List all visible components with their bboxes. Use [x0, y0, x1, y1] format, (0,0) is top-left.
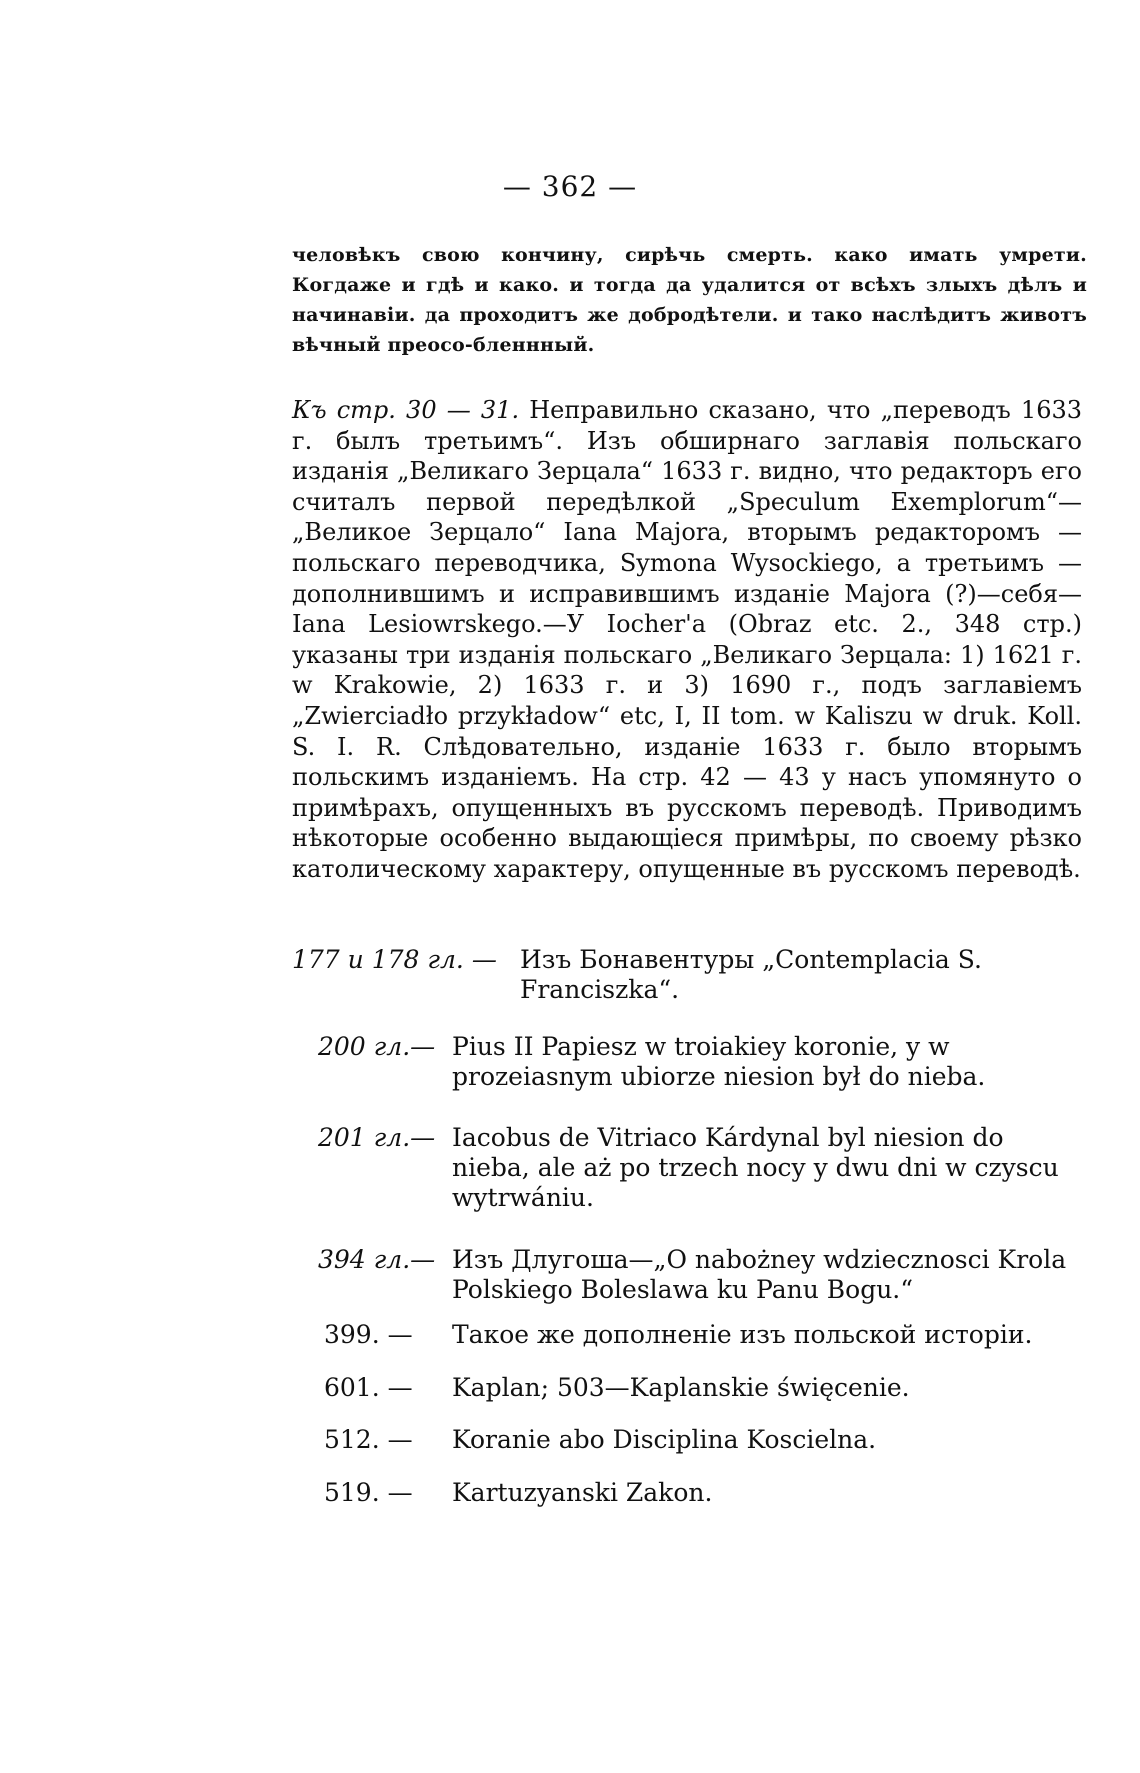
entry-label: 394 гл.—	[318, 1245, 436, 1274]
entry-text: Iacobus de Vitriaco Kárdynal byl niesion do nieba, ale aż po trzech nocy y dwu dni w czyscu wytrwániu.	[452, 1123, 1059, 1212]
entry-text: Kartuzyanski Zakon.	[452, 1478, 713, 1507]
entry-label: 399. —	[324, 1320, 413, 1349]
entry-label: 512. —	[324, 1425, 413, 1454]
entry-text: Pius II Papiesz w troiakiey koronie, y w prozeiasnym ubiorze niesion był do nieba.	[452, 1032, 986, 1091]
paragraph-text: Неправильно сказано, что „переводъ 1633 г. былъ третьимъ“. Изъ обширнаго заглавiя польскаго изданiя „Великаго Зерцала“ 1633 г. видно, что редакторъ его считалъ первой передѣлкой „Speculum Exemplorum“— „Великое Зерцало“ Iana Majora, вторымъ редакторомъ — польскаго переводчика, Symona Wysockiego, а третьимъ — дополнившимъ и исправившимъ изданiе Majora (?)—себя— Iana Lesiowrskego.—У Iocher'a (Obraz etc. 2., 348 стр.) указаны три изданiя польскаго „Великаго Зерцала: 1) 1621 г. w Krakowie, 2) 1633 г. и 3) 1690 г., подъ заглавiемъ „Zwierciadło przykładow“ etc, I, II tom. w Kaliszu w druk. Koll. S. I. R. Слѣдовательно, изданiе 1633 г. было вторымъ польскимъ изданiемъ. На стр. 42 — 43 у насъ упомянуто о примѣрахъ, опущенныхъ въ русскомъ переводѣ. Приводимъ нѣкоторые особенно выдающiеся примѣры, по своему рѣзко католическому характеру, опущенные въ русскомъ переводѣ.	[292, 396, 1083, 883]
entry-label: 601. —	[324, 1373, 413, 1402]
entry-label: 201 гл.—	[318, 1123, 436, 1152]
entry-text: Изъ Бонавентуры „Contemplacia S. Franciszka“.	[520, 945, 982, 1004]
page-number: — 362 —	[502, 170, 638, 203]
entry-text: Kaplan; 503—Kaplanskie święcenie.	[452, 1373, 910, 1402]
entry-text: Изъ Длугоша—„O nabożney wdziecznosci Krola Polskiego Boleslawa ku Panu Bogu.“	[452, 1245, 1067, 1304]
entry-label: 177 и 178 гл. —	[292, 945, 497, 974]
commentary-paragraph	[292, 395, 1082, 885]
old-slavonic-quote: человѣкъ свою кончину, сирѣчь смерть. како имать умрети. Когдаже и гдѣ и како. и тогда да удалится от всѣхъ злыхъ дѣлъ и начинавiи. да проходитъ же добродѣтели. и тако наслѣдитъ животъ вѣчный преосо-бленнный.	[292, 244, 1087, 356]
entry-text: Такое же дополненiе изъ польской исторiи.	[452, 1320, 1033, 1349]
entry-label: 519. —	[324, 1478, 413, 1507]
entry-text: Koranie abo Disciplina Koscielna.	[452, 1425, 877, 1454]
paragraph-label: Къ стр. 30 — 31.	[292, 396, 520, 424]
entry-label: 200 гл.—	[318, 1032, 436, 1061]
